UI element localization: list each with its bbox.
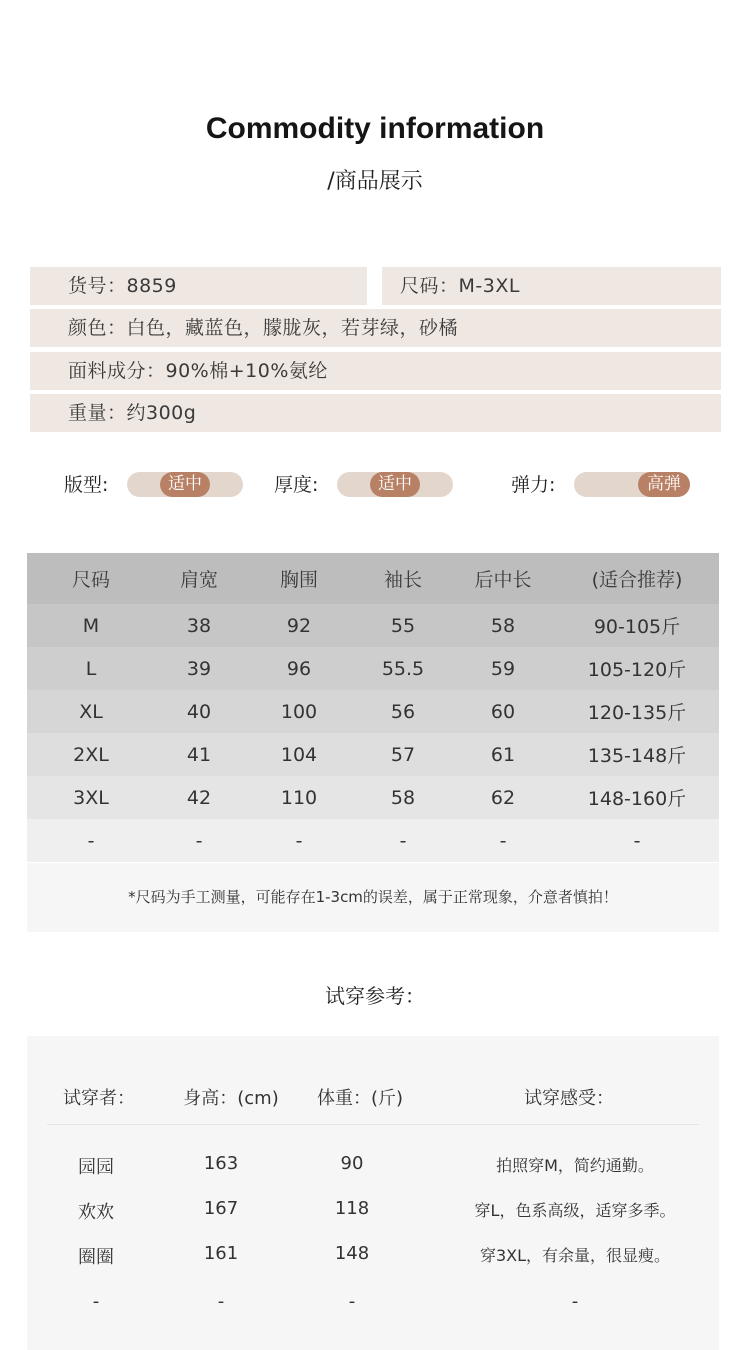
fabric-composition: 面料成分：90%棉+10%氨纶 bbox=[68, 360, 328, 382]
table-cell: 55.5 bbox=[381, 657, 425, 680]
table-cell: 60 bbox=[490, 700, 516, 723]
try-header-feedback: 试穿感受： bbox=[524, 1088, 614, 1109]
page-title-cn: /商品展示 bbox=[327, 169, 423, 194]
try-header-height: 身高：(cm) bbox=[183, 1088, 279, 1109]
table-cell: 58 bbox=[390, 786, 416, 809]
size-table bbox=[27, 553, 719, 862]
item-number: 货号：8859 bbox=[68, 275, 177, 297]
try-cell: 163 bbox=[203, 1153, 239, 1174]
table-cell: L bbox=[85, 657, 97, 680]
header-back-length: 后中长 bbox=[474, 569, 532, 591]
table-cell: 59 bbox=[490, 657, 516, 680]
table-cell: 135-148斤 bbox=[587, 745, 687, 767]
table-cell: 110 bbox=[280, 786, 318, 809]
try-cell: 园园 bbox=[78, 1157, 114, 1178]
try-on-title: 试穿参考： bbox=[325, 984, 425, 1008]
page-title-en: Commodity information bbox=[205, 112, 545, 145]
try-cell: 118 bbox=[334, 1198, 370, 1219]
table-cell: 2XL bbox=[73, 743, 109, 766]
item-number-box bbox=[30, 267, 367, 305]
try-divider bbox=[47, 1124, 699, 1125]
header-chest: 胸围 bbox=[279, 569, 318, 591]
table-cell: 100 bbox=[280, 700, 318, 723]
table-row bbox=[27, 733, 719, 776]
table-cell: - bbox=[195, 829, 203, 852]
try-cell: - bbox=[348, 1291, 356, 1312]
thickness-value: 适中 bbox=[370, 472, 420, 497]
table-cell: 56 bbox=[390, 700, 416, 723]
table-cell: 42 bbox=[186, 786, 212, 809]
try-cell: 167 bbox=[203, 1198, 239, 1219]
table-cell: 90-105斤 bbox=[593, 616, 681, 638]
header-shoulder: 肩宽 bbox=[179, 569, 218, 591]
table-cell: 61 bbox=[490, 743, 516, 766]
table-cell: 41 bbox=[186, 743, 212, 766]
elasticity-scale bbox=[574, 472, 690, 497]
table-cell: 62 bbox=[490, 786, 516, 809]
table-row bbox=[27, 776, 719, 819]
try-cell: 拍照穿M，简约通勤。 bbox=[496, 1156, 654, 1175]
table-row bbox=[27, 604, 719, 647]
table-cell: 40 bbox=[186, 700, 212, 723]
try-cell: - bbox=[92, 1291, 100, 1312]
elasticity-label: 弹力: bbox=[511, 474, 556, 496]
table-cell: M bbox=[82, 614, 100, 637]
table-cell: 38 bbox=[186, 614, 212, 637]
table-cell: - bbox=[499, 829, 507, 852]
table-cell: 148-160斤 bbox=[587, 788, 687, 810]
color-list: 颜色：白色，藏蓝色，朦胧灰，若芽绿，砂橘 bbox=[68, 317, 459, 339]
header-size: 尺码 bbox=[71, 569, 110, 591]
elasticity-value: 高弹 bbox=[638, 472, 690, 497]
table-row bbox=[27, 647, 719, 690]
table-cell: 55 bbox=[390, 614, 416, 637]
table-cell: 92 bbox=[286, 614, 312, 637]
try-cell: 穿L，色系高级，适穿多季。 bbox=[474, 1201, 676, 1220]
try-cell: - bbox=[217, 1291, 225, 1312]
header-recommend: (适合推荐) bbox=[591, 569, 683, 591]
try-cell: 148 bbox=[334, 1243, 370, 1264]
try-cell: - bbox=[571, 1291, 579, 1312]
table-cell: 58 bbox=[490, 614, 516, 637]
try-cell: 圈圈 bbox=[78, 1247, 114, 1268]
fit-label: 版型: bbox=[64, 474, 109, 496]
try-on-panel bbox=[27, 1036, 719, 1350]
table-cell: XL bbox=[79, 700, 103, 723]
try-cell: 穿3XL，有余量，很显瘦。 bbox=[479, 1246, 671, 1265]
fabric-box bbox=[30, 352, 721, 390]
table-cell: 39 bbox=[186, 657, 212, 680]
measurement-note: *尺码为手工测量，可能存在1-3cm的误差，属于正常现象，介意者慎拍！ bbox=[27, 863, 719, 932]
color-box bbox=[30, 309, 721, 347]
weight-box bbox=[30, 394, 721, 432]
try-cell: 欢欢 bbox=[78, 1202, 114, 1223]
fit-value: 适中 bbox=[160, 472, 210, 497]
table-cell: - bbox=[87, 829, 95, 852]
fit-scale bbox=[127, 472, 243, 497]
try-header-wearer: 试穿者： bbox=[63, 1088, 135, 1109]
weight: 重量：约300g bbox=[68, 402, 197, 424]
table-row bbox=[27, 819, 719, 862]
table-cell: - bbox=[633, 829, 641, 852]
table-cell: - bbox=[399, 829, 407, 852]
table-cell: 120-135斤 bbox=[587, 702, 687, 724]
size-range: 尺码：M-3XL bbox=[400, 275, 520, 297]
size-table-header bbox=[27, 553, 719, 604]
table-cell: 104 bbox=[280, 743, 318, 766]
try-cell: 161 bbox=[203, 1243, 239, 1264]
thickness-scale bbox=[337, 472, 453, 497]
try-header-weight: 体重：(斤) bbox=[316, 1088, 404, 1109]
table-cell: 57 bbox=[390, 743, 416, 766]
thickness-label: 厚度: bbox=[274, 474, 319, 496]
size-range-box bbox=[382, 267, 721, 305]
header-sleeve: 袖长 bbox=[383, 569, 422, 591]
table-row bbox=[27, 690, 719, 733]
table-cell: 96 bbox=[286, 657, 312, 680]
try-cell: 90 bbox=[340, 1153, 364, 1174]
table-cell: - bbox=[295, 829, 303, 852]
table-cell: 105-120斤 bbox=[587, 659, 687, 681]
table-cell: 3XL bbox=[73, 786, 109, 809]
